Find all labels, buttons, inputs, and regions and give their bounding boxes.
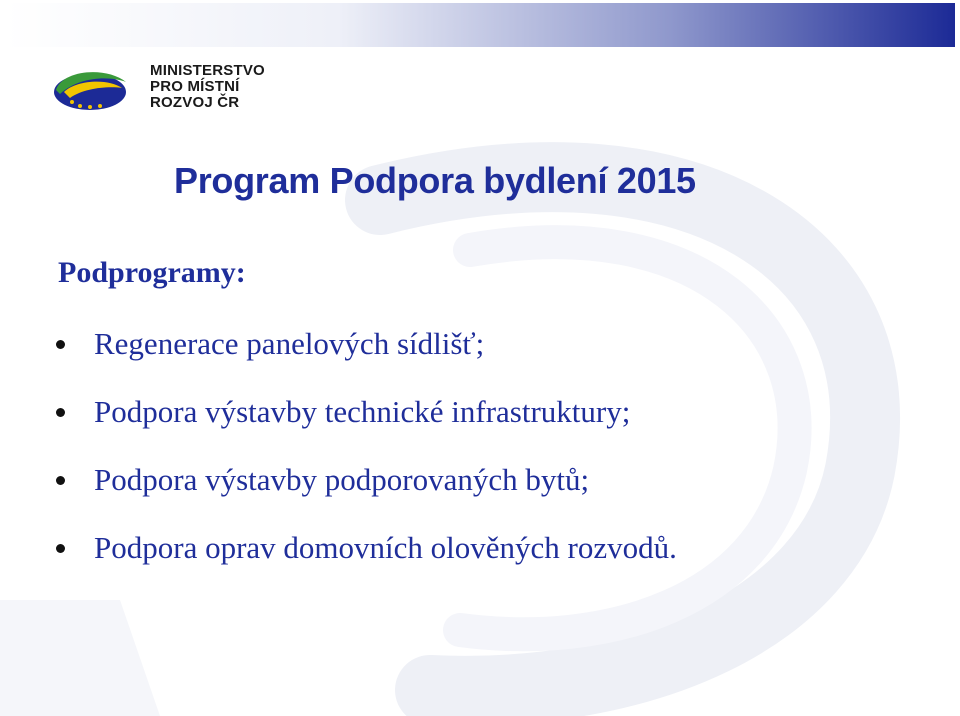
slide-subtitle: Podprogramy: xyxy=(58,256,246,289)
bullet-icon xyxy=(56,476,65,485)
ministry-line-1: MINISTERSTVO xyxy=(150,62,265,79)
bullet-icon xyxy=(56,340,65,349)
slide-title: Program Podpora bydlení 2015 xyxy=(174,160,696,201)
ministry-logo xyxy=(50,62,130,114)
list-item-text: Podpora výstavby technické infrastruktury; xyxy=(94,394,631,429)
bullet-icon xyxy=(56,408,65,417)
ministry-line-3: ROZVOJ ČR xyxy=(150,94,240,111)
bullet-icon xyxy=(56,544,65,553)
ministry-line-2: PRO MÍSTNÍ xyxy=(150,78,240,95)
list-item-text: Regenerace panelových sídlišť; xyxy=(94,326,485,361)
list-item-text: Podpora výstavby podporovaných bytů; xyxy=(94,462,590,497)
ministry-name xyxy=(150,63,265,111)
list-item-text: Podpora oprav domovních olověných rozvodů. xyxy=(94,530,677,565)
